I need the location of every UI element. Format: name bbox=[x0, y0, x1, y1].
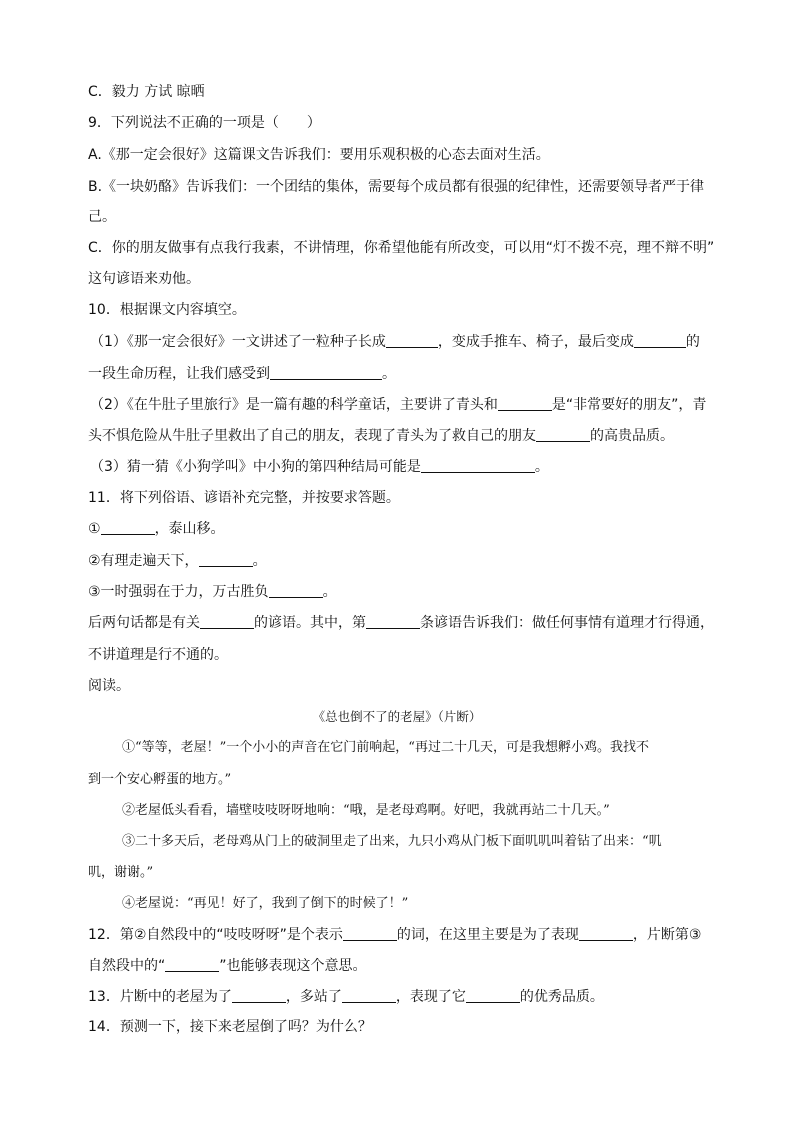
text: 的 bbox=[685, 334, 700, 350]
text: 的优秀品质。 bbox=[519, 989, 604, 1005]
text: 一段生命历程，让我们感受到 bbox=[88, 366, 270, 382]
passage-para4: ④老屋说：“再见！好了，我到了倒下的时候了！” bbox=[122, 896, 409, 911]
text: ，变成手推车、椅子，最后变成 bbox=[437, 334, 634, 350]
answer-blank[interactable] bbox=[421, 458, 535, 473]
answer-blank[interactable] bbox=[343, 926, 397, 941]
q10-sub1-line1 bbox=[90, 332, 700, 352]
passage-para3-line2: 叽，谢谢。” bbox=[88, 865, 154, 880]
text: ，泰山移。 bbox=[154, 521, 225, 537]
q11-followup-line2: 不讲道理是行不通的。 bbox=[88, 647, 228, 663]
text: 的谚语。其中，第 bbox=[254, 615, 366, 631]
passage-para3-line1: ③二十多天后，老母鸡从门上的破洞里走了出来，九只小鸡从门板下面叽叽叫着钻了出来：“叽 bbox=[122, 834, 662, 849]
answer-blank[interactable] bbox=[466, 988, 520, 1003]
q12-line1 bbox=[88, 925, 701, 945]
q10-sub2-line2 bbox=[88, 426, 674, 446]
answer-blank[interactable] bbox=[536, 427, 590, 442]
text: ，表现了它 bbox=[395, 989, 466, 1005]
passage-para1-line1: ①“等等，老屋！”一个小小的声音在它门前响起，“再过二十几天，可是我想孵小鸡。我找不 bbox=[122, 740, 649, 755]
text: 是“非常要好的朋友”，青 bbox=[551, 397, 707, 413]
q9-stem: 9．下列说法不正确的一项是（ ） bbox=[88, 115, 321, 131]
q11-item3 bbox=[88, 582, 337, 602]
q10-sub1-line2 bbox=[88, 364, 396, 384]
q11-item2 bbox=[88, 551, 267, 571]
text: ”也能够表现这个意思。 bbox=[219, 958, 367, 974]
passage-para1-line2: 到一个安心孵蛋的地方。” bbox=[88, 772, 232, 787]
text: ① bbox=[88, 521, 101, 537]
q11-followup-line1 bbox=[88, 613, 714, 633]
answer-blank[interactable] bbox=[634, 333, 686, 348]
text: 12．第②自然段中的“吱吱呀呀”是个表示 bbox=[88, 927, 343, 943]
text: 。 bbox=[382, 366, 396, 382]
text: （1）《那一定会很好》一文讲述了一粒种子长成 bbox=[90, 334, 386, 350]
text: 自然段中的“ bbox=[88, 958, 166, 974]
q9-option-c-line2: 这句谚语来劝他。 bbox=[88, 271, 200, 287]
answer-blank[interactable] bbox=[386, 333, 438, 348]
text: 13．片断中的老屋为了 bbox=[88, 989, 232, 1005]
text: 条谚语告诉我们：做任何事情有道理才行得通， bbox=[420, 615, 714, 631]
passage-para2: ②老屋低头看看，墙壁吱吱呀呀地响：“哦，是老母鸡啊。好吧，我就再站二十几天。” bbox=[122, 803, 610, 818]
text: 头不惧危险从牛肚子里救出了自己的朋友，表现了青头为了救自己的朋友 bbox=[88, 428, 536, 444]
q14: 14．预测一下，接下来老屋倒了吗？为什么？ bbox=[88, 1019, 372, 1035]
passage-title: 《总也倒不了的老屋》（片断） bbox=[312, 709, 482, 724]
q11-stem: 11．将下列俗语、谚语补充完整，并按要求答题。 bbox=[88, 490, 400, 506]
q9-option-c-line1: C．你的朋友做事有点我行我素，不讲情理，你希望他能有所改变，可以用“灯不拨不亮，理不辩不明” bbox=[88, 240, 715, 256]
answer-blank[interactable] bbox=[270, 365, 382, 380]
q10-sub2-line1 bbox=[90, 395, 706, 415]
q10-stem: 10．根据课文内容填空。 bbox=[88, 302, 246, 318]
answer-blank[interactable] bbox=[498, 396, 552, 411]
answer-blank[interactable] bbox=[101, 520, 155, 535]
q9-option-b-line2: 己。 bbox=[88, 209, 116, 225]
q10-sub3 bbox=[90, 457, 549, 477]
text: 。 bbox=[322, 584, 337, 600]
q8-option-c: C．毅力 方试 晾晒 bbox=[88, 84, 205, 100]
text: 。 bbox=[534, 459, 549, 475]
q11-item1 bbox=[88, 519, 225, 539]
answer-blank[interactable] bbox=[269, 583, 323, 598]
text: ③一时强弱在于力，万古胜负 bbox=[88, 584, 269, 600]
answer-blank[interactable] bbox=[232, 988, 286, 1003]
q13 bbox=[88, 987, 604, 1007]
answer-blank[interactable] bbox=[200, 614, 254, 629]
reading-label: 阅读。 bbox=[88, 678, 130, 694]
q9-option-a: A.《那一定会很好》这篇课文告诉我们：要用乐观积极的心态去面对生活。 bbox=[88, 147, 550, 163]
answer-blank[interactable] bbox=[165, 957, 219, 972]
text: 的词，在这里主要是为了表现 bbox=[396, 927, 579, 943]
q12-line2 bbox=[88, 956, 367, 976]
q9-option-b-line1: B.《一块奶酪》告诉我们：一个团结的集体，需要每个成员都有很强的纪律性，还需要领导者严于律 bbox=[88, 179, 705, 195]
text: （2）《在牛肚子里旅行》是一篇有趣的科学童话，主要讲了青头和 bbox=[90, 397, 498, 413]
text: 。 bbox=[252, 553, 267, 569]
answer-blank[interactable] bbox=[199, 552, 253, 567]
text: 的高贵品质。 bbox=[590, 428, 674, 444]
answer-blank[interactable] bbox=[342, 988, 396, 1003]
text: （3）猜一猜《小狗学叫》中小狗的第四种结局可能是 bbox=[90, 459, 421, 475]
text: ，片断第③ bbox=[632, 927, 702, 943]
text: ，多站了 bbox=[285, 989, 342, 1005]
text: 后两句话都是有关 bbox=[88, 615, 200, 631]
answer-blank[interactable] bbox=[579, 926, 633, 941]
answer-blank[interactable] bbox=[366, 614, 420, 629]
text: ②有理走遍天下， bbox=[88, 553, 199, 569]
